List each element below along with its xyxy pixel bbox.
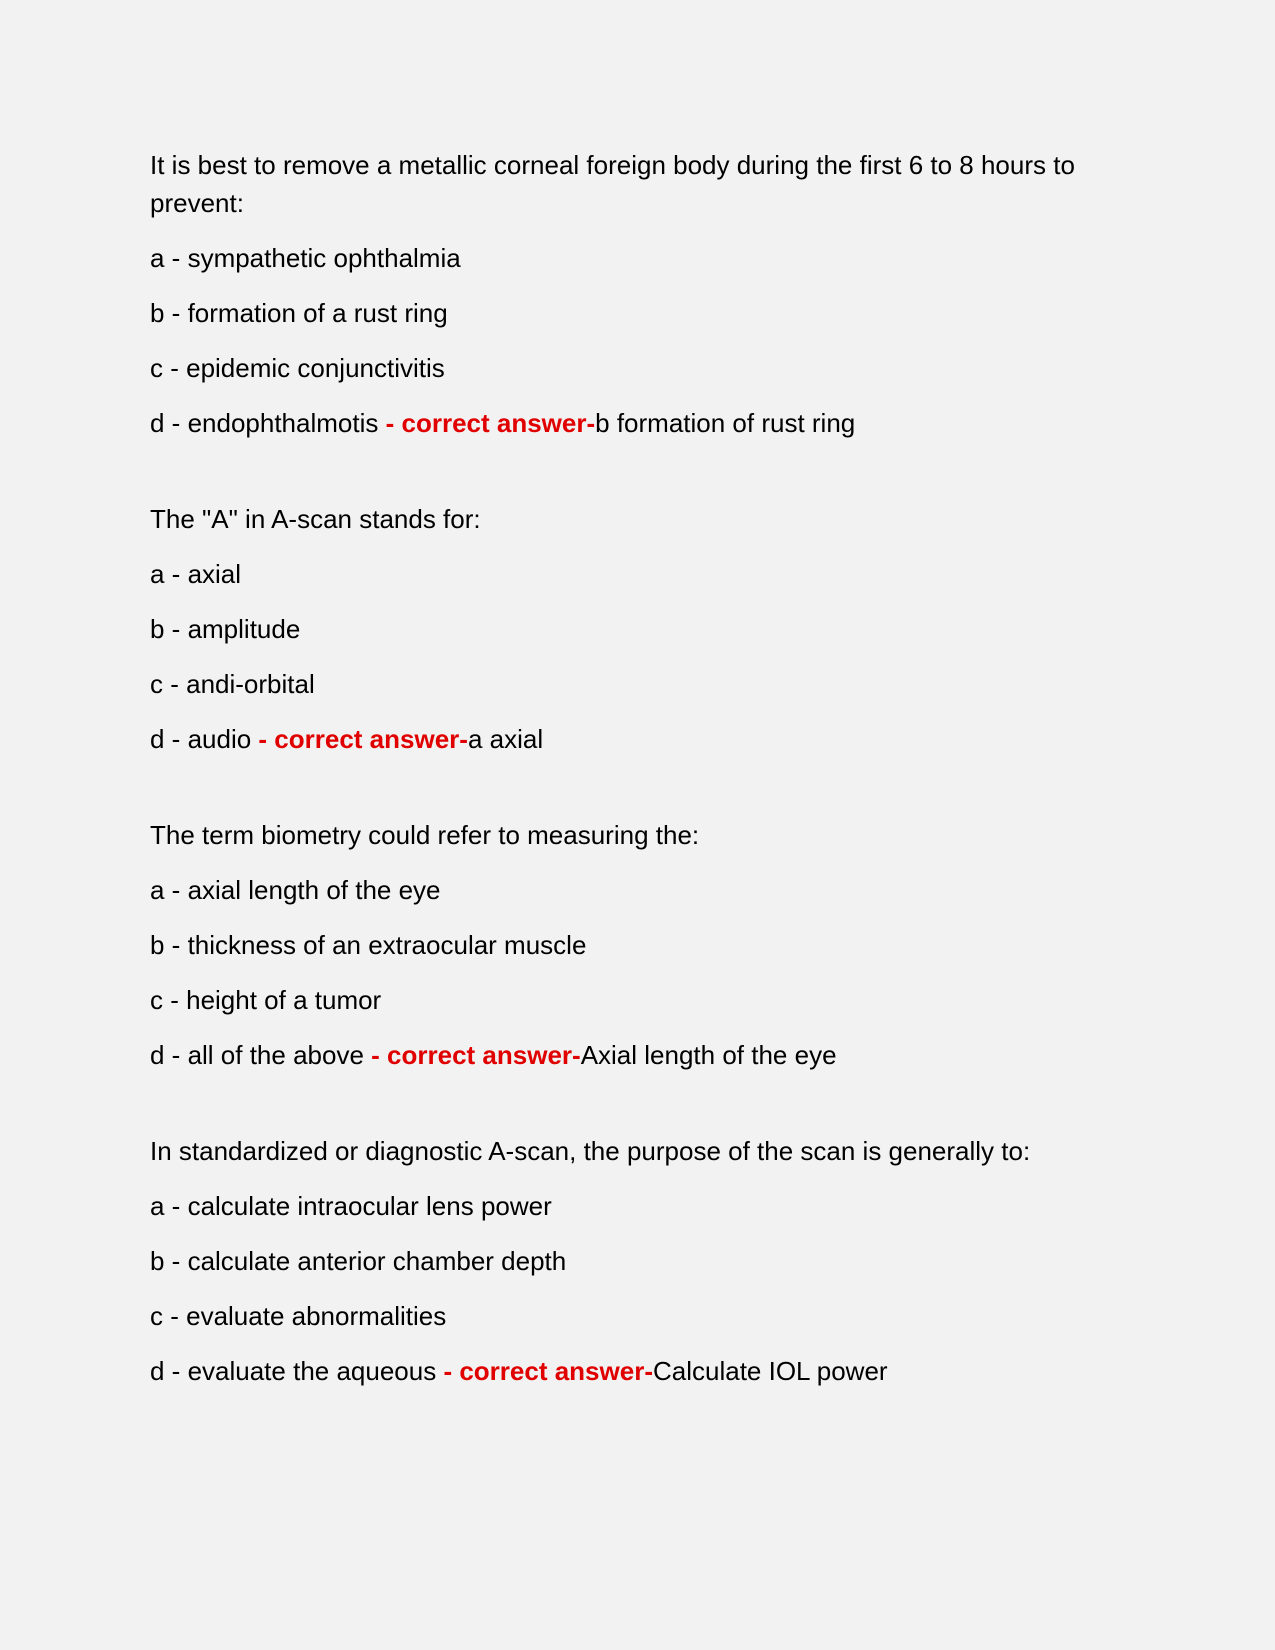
option-c: c - height of a tumor [150,985,382,1015]
option-d: d - audio [150,724,252,754]
option-c: c - evaluate abnormalities [150,1301,447,1331]
correct-answer-label: - correct answer- [258,724,468,754]
option-a: a - calculate intraocular lens power [150,1191,552,1221]
option-d-with-answer [150,404,1140,442]
option-d-with-answer [150,1036,1140,1074]
correct-answer-label: - correct answer- [371,1040,581,1070]
option-b: b - thickness of an extraocular muscle [150,930,587,960]
option-b: b - formation of a rust ring [150,298,448,328]
question-text: In standardized or diagnostic A-scan, the purpose of the scan is generally to: [150,1136,1031,1166]
correct-answer-text: Axial length of the eye [580,1040,837,1070]
option-a: a - sympathetic ophthalmia [150,243,461,273]
question-block [150,1132,1140,1390]
option-c: c - andi-orbital [150,669,315,699]
option-d-with-answer [150,720,1140,758]
option-d: d - endophthalmotis [150,408,379,438]
question-block [150,146,1140,442]
document-page [150,146,1140,1448]
option-d-with-answer [150,1352,1140,1390]
option-b: b - amplitude [150,614,301,644]
correct-answer-text: b formation of rust ring [595,408,856,438]
option-a: a - axial [150,559,242,589]
option-d: d - evaluate the aqueous [150,1356,437,1386]
question-text: The term biometry could refer to measuring the: [150,820,700,850]
question-text: It is best to remove a metallic corneal foreign body during the first 6 to 8 hours to prevent: [150,150,1075,218]
option-b: b - calculate anterior chamber depth [150,1246,567,1276]
correct-answer-text: a axial [467,724,544,754]
option-d: d - all of the above [150,1040,364,1070]
question-text: The "A" in A-scan stands for: [150,504,481,534]
question-block [150,816,1140,1074]
option-c: c - epidemic conjunctivitis [150,353,445,383]
correct-answer-label: - correct answer- [385,408,596,438]
question-block [150,500,1140,758]
option-a: a - axial length of the eye [150,875,441,905]
correct-answer-label: - correct answer- [443,1356,653,1386]
correct-answer-text: Calculate IOL power [652,1356,888,1386]
